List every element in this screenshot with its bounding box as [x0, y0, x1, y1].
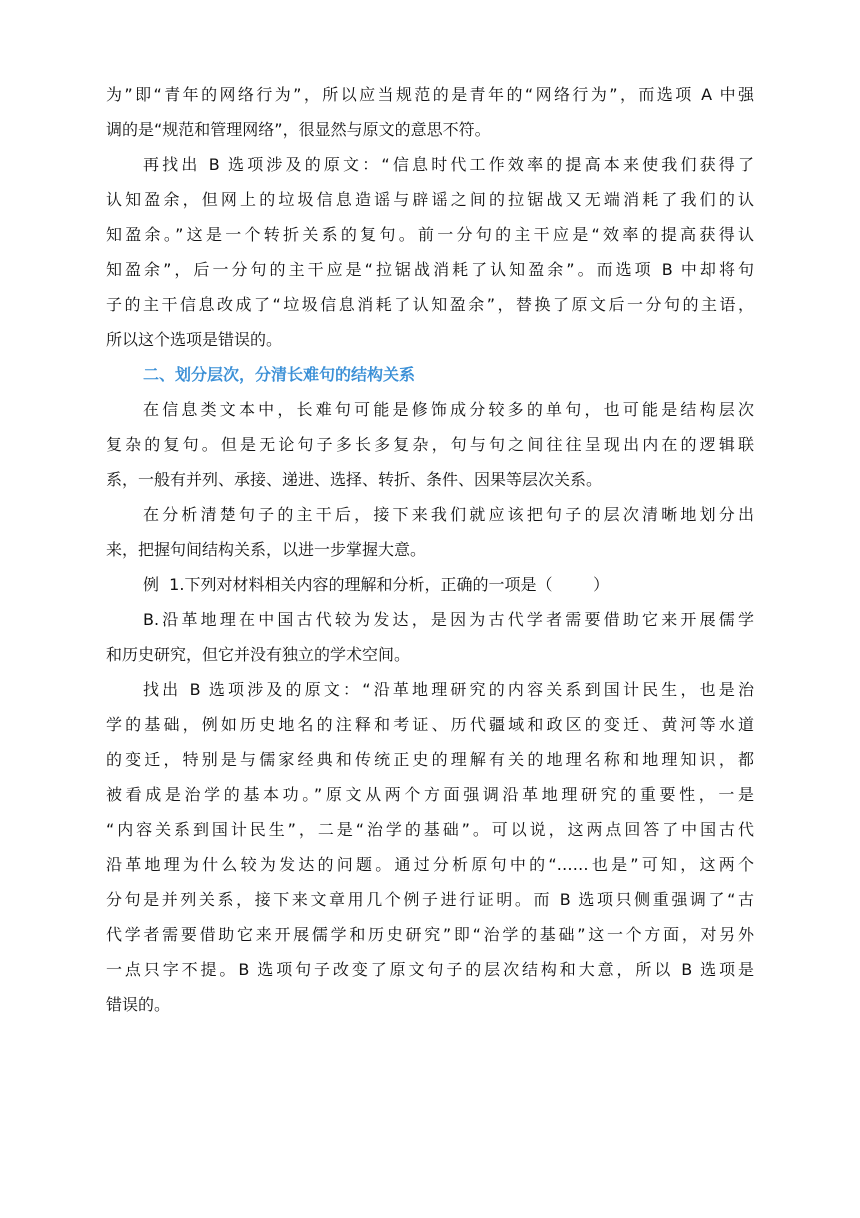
paragraph-line: 调的是“规范和管理网络”，很显然与原文的意思不符。: [106, 120, 491, 139]
paragraph-line: 一点只字不提。B 选项句子改变了原文句子的层次结构和大意，所以 B 选项是: [106, 960, 754, 979]
paragraph-line: 被看成是治学的基本功。”原文从两个方面强调沿革地理研究的重要性，一是: [106, 785, 754, 804]
paragraph-line: 认知盈余，但网上的垃圾信息造谣与辟谣之间的拉锯战又无端消耗了我们的认: [106, 190, 754, 209]
paragraph-line: 分句是并列关系，接下来文章用几个例子进行证明。而 B 选项只侧重强调了“古: [106, 890, 754, 909]
paragraph-line: 找出 B 选项涉及的原文：“沿革地理研究的内容关系到国计民生，也是治: [143, 680, 754, 699]
paragraph-line: 子的主干信息改成了“垃圾信息消耗了认知盈余”，替换了原文后一分句的主语，: [106, 295, 754, 314]
paragraph-line: 学的基础，例如历史地名的注释和考证、历代疆域和政区的变迁、黄河等水道: [106, 715, 754, 734]
paragraph-line: 在信息类文本中，长难句可能是修饰成分较多的单句，也可能是结构层次: [143, 400, 754, 419]
paragraph-line: 系，一般有并列、承接、递进、选择、转折、条件、因果等层次关系。: [106, 470, 603, 489]
paragraph-line: 沿革地理为什么较为发达的问题。通过分析原句中的“……也是”可知，这两个: [106, 855, 754, 874]
paragraph-line: 复杂的复句。但是无论句子多长多复杂，句与句之间往往呈现出内在的逻辑联: [106, 435, 754, 454]
paragraph-line: 来，把握句间结构关系，以进一步掌握大意。: [106, 540, 427, 559]
paragraph-line: 所以这个选项是错误的。: [106, 330, 283, 349]
example-question: 例 1.下列对材料相关内容的理解和分析，正确的一项是（ ）: [143, 575, 610, 594]
section-heading: 二、划分层次，分清长难句的结构关系: [143, 365, 416, 384]
paragraph-line: “内容关系到国计民生”，二是“治学的基础”。可以说，这两点回答了中国古代: [106, 820, 754, 839]
paragraph-line: 代学者需要借助它来开展儒学和历史研究”即“治学的基础”这一个方面，对另外: [106, 925, 754, 944]
paragraph-line: 在分析清楚句子的主干后，接下来我们就应该把句子的层次清晰地划分出: [143, 505, 754, 524]
paragraph-line: 再找出 B 选项涉及的原文：“信息时代工作效率的提高本来使我们获得了: [143, 155, 754, 174]
option-b-text: B.沿革地理在中国古代较为发达，是因为古代学者需要借助它来开展儒学: [143, 610, 754, 629]
paragraph-line: 的变迁，特别是与儒家经典和传统正史的理解有关的地理名称和地理知识，都: [106, 750, 754, 769]
paragraph-line: 错误的。: [106, 995, 171, 1014]
option-b-text: 和历史研究，但它并没有独立的学术空间。: [106, 645, 411, 664]
paragraph-line: 知盈余。”这是一个转折关系的复句。前一分句的主干应是“效率的提高获得认: [106, 225, 754, 244]
paragraph-line: 为”即“青年的网络行为”，所以应当规范的是青年的“网络行为”，而选项 A 中强: [106, 85, 754, 104]
paragraph-line: 知盈余”，后一分句的主干应是“拉锯战消耗了认知盈余”。而选项 B 中却将句: [106, 260, 754, 279]
